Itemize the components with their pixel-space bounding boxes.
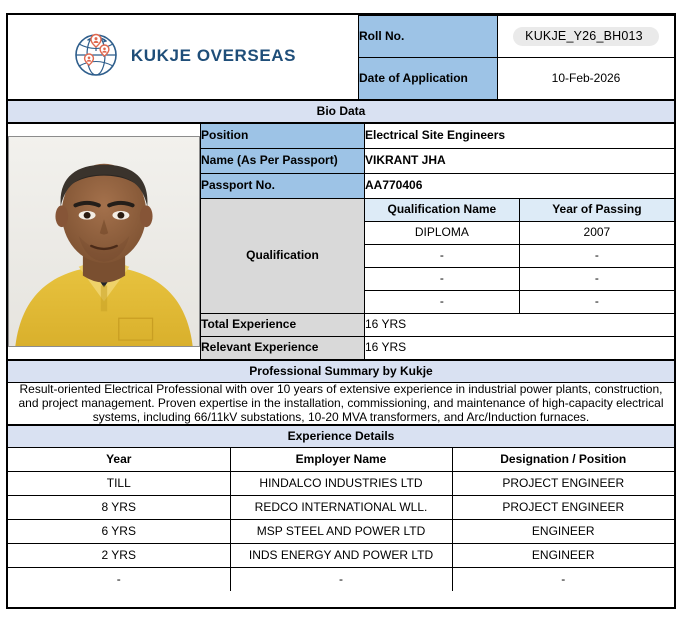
roll-no-value[interactable]: KUKJE_Y26_BH013	[513, 27, 659, 46]
total-experience-value: 16 YRS	[365, 314, 675, 337]
experience-header-row	[8, 448, 674, 472]
experience-employer: INDS ENERGY AND POWER LTD	[230, 544, 452, 568]
bio-row-position	[8, 124, 674, 149]
header-row-roll-no	[8, 16, 674, 58]
company-name: KUKJE OVERSEAS	[130, 45, 297, 65]
year-of-passing-cell: 2007	[519, 222, 674, 245]
experience-employer-header: Employer Name	[230, 448, 452, 472]
experience-employer: -	[230, 568, 452, 592]
table-row	[8, 568, 674, 592]
header-table	[8, 15, 674, 100]
name-label: Name (As Per Passport)	[201, 149, 365, 174]
experience-employer: HINDALCO INDUSTRIES LTD	[230, 472, 452, 496]
passport-no-label: Passport No.	[201, 174, 365, 199]
qualification-label: Qualification	[201, 199, 365, 314]
total-experience-label: Total Experience	[201, 314, 365, 337]
year-of-passing-header: Year of Passing	[519, 199, 674, 222]
date-of-application-label: Date of Application	[359, 58, 498, 100]
logo-wrap	[70, 29, 296, 81]
date-of-application-value: 10-Feb-2026	[498, 58, 675, 100]
experience-designation: PROJECT ENGINEER	[452, 496, 674, 520]
bio-data-table	[8, 123, 674, 360]
table-row	[8, 544, 674, 568]
experience-year: TILL	[8, 472, 230, 496]
section-header-bio-data: Bio Data	[8, 101, 674, 123]
year-of-passing-cell: -	[519, 268, 674, 291]
qualification-name-cell: -	[365, 245, 520, 268]
applicant-photo	[8, 136, 200, 347]
bio-data-bar-table	[8, 100, 674, 123]
position-value: Electrical Site Engineers	[365, 124, 675, 149]
experience-year: 6 YRS	[8, 520, 230, 544]
experience-designation: PROJECT ENGINEER	[452, 472, 674, 496]
experience-year: 2 YRS	[8, 544, 230, 568]
bio-data-document	[6, 13, 676, 609]
roll-no-value-cell	[498, 16, 675, 58]
table-row	[8, 496, 674, 520]
year-of-passing-cell: -	[519, 245, 674, 268]
position-label: Position	[201, 124, 365, 149]
qualification-name-cell: -	[365, 291, 520, 314]
experience-designation: ENGINEER	[452, 544, 674, 568]
qualification-name-cell: -	[365, 268, 520, 291]
experience-year: -	[8, 568, 230, 592]
experience-employer: REDCO INTERNATIONAL WLL.	[230, 496, 452, 520]
experience-designation-header: Designation / Position	[452, 448, 674, 472]
relevant-experience-label: Relevant Experience	[201, 337, 365, 360]
experience-year-header: Year	[8, 448, 230, 472]
table-row	[8, 520, 674, 544]
experience-designation: ENGINEER	[452, 520, 674, 544]
experience-details-table	[8, 425, 674, 591]
qualification-name-header: Qualification Name	[365, 199, 520, 222]
section-header-experience-details: Experience Details	[8, 426, 674, 448]
qualification-name-cell: DIPLOMA	[365, 222, 520, 245]
experience-year: 8 YRS	[8, 496, 230, 520]
experience-employer: MSP STEEL AND POWER LTD	[230, 520, 452, 544]
experience-designation: -	[452, 568, 674, 592]
company-logo-cell	[8, 16, 359, 100]
year-of-passing-cell: -	[519, 291, 674, 314]
roll-no-label: Roll No.	[359, 16, 498, 58]
globe-network-people-icon	[70, 29, 122, 81]
professional-summary-table	[8, 360, 674, 425]
passport-no-value: AA770406	[365, 174, 675, 199]
table-row	[8, 472, 674, 496]
applicant-photo-cell	[8, 124, 201, 360]
section-header-professional-summary: Professional Summary by Kukje	[8, 361, 674, 383]
relevant-experience-value: 16 YRS	[365, 337, 675, 360]
professional-summary-text: Result-oriented Electrical Professional with over 10 years of extensive experience in industrial power plants, construction, and project management. Proven expertise in the installation, commissioning, and maintenance of high-capacity electrical systems, including 66/11kV substations, 10-20 MVA transformers, and Arc/Induction furnaces.	[8, 383, 674, 425]
name-value: VIKRANT JHA	[365, 149, 675, 174]
